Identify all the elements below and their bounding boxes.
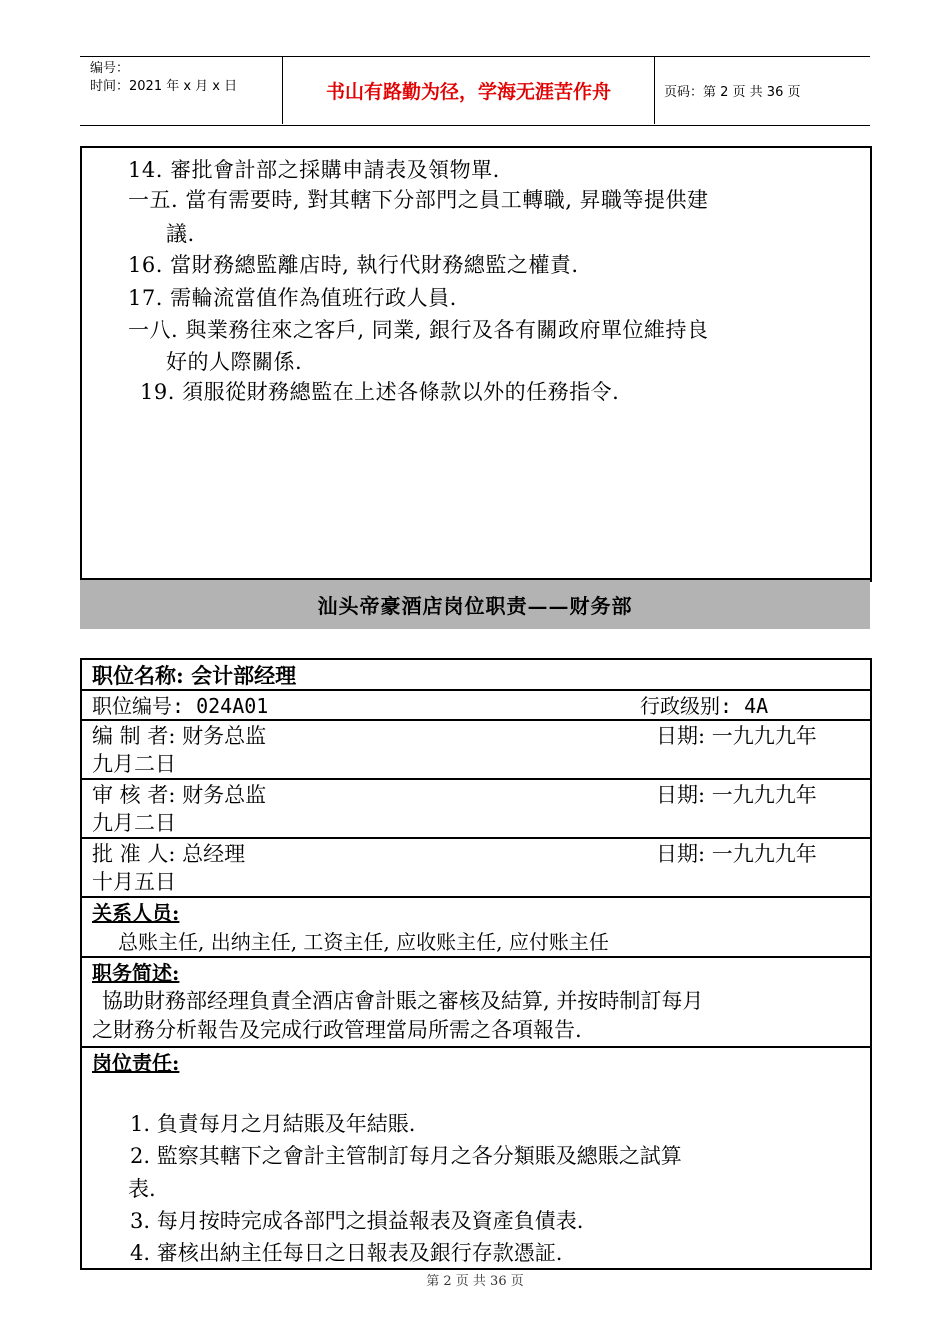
date-label: 日期: xyxy=(656,783,706,807)
page-footer: 第 2 页 共 36 页 xyxy=(426,1274,524,1289)
header-page-code: 页码：第 2 页 共 36 页 xyxy=(664,84,801,100)
relations-value: 总账主任, 出纳主任, 工资主任, 应收账主任, 应付账主任 xyxy=(118,930,609,954)
approved-date-cont: 十月五日 xyxy=(92,870,176,894)
prepared-date-cont: 九月二日 xyxy=(92,752,176,776)
date-value: 一九九九年 xyxy=(711,783,817,807)
job-code-row xyxy=(92,692,268,720)
header-time: 时间：2021 年 x 月 x 日 xyxy=(90,79,238,94)
row-divider xyxy=(80,956,870,958)
duty-item: 2. 監察其轄下之會計主管制訂每月之各分類賬及總賬之試算 xyxy=(130,1144,682,1168)
duty-item: 表. xyxy=(128,1177,156,1201)
reviewed-by-label: 审 核 者: xyxy=(92,783,176,807)
prepared-by-value: 财务总监 xyxy=(182,724,267,748)
relations-label: 关系人员: xyxy=(92,901,180,925)
prepared-by-label: 编 制 者: xyxy=(92,724,176,748)
row-divider xyxy=(80,896,870,898)
row-divider xyxy=(80,1046,870,1048)
job-title-row xyxy=(92,662,296,690)
duty-item: 4. 審核出納主任每日之日報表及銀行存款憑証. xyxy=(130,1241,563,1265)
list-item: 好的人際關係. xyxy=(166,350,303,374)
list-item: 議. xyxy=(166,222,195,246)
row-divider xyxy=(80,837,870,839)
job-grade-value: 4A xyxy=(744,694,769,718)
duty-item: 3. 每月按時完成各部門之損益報表及資產負債表. xyxy=(130,1209,584,1233)
date-value: 一九九九年 xyxy=(711,724,817,748)
header-divider xyxy=(654,56,655,124)
job-code-value: 024A01 xyxy=(196,694,269,718)
list-item: 17. 需輪流當值作為值班行政人員. xyxy=(128,286,457,310)
list-item: 19. 須服從財務總監在上述各條款以外的任務指令. xyxy=(140,380,620,404)
approved-date xyxy=(656,840,817,868)
duty-item: 1. 負責每月之月結賬及年結賬. xyxy=(130,1112,416,1136)
job-title-value: 会计部经理 xyxy=(191,663,297,688)
summary-line: 協助財務部经理負責全酒店會計賬之審核及結算, 并按時制訂每月 xyxy=(102,989,704,1013)
duties-label: 岗位责任: xyxy=(92,1051,180,1075)
list-item: 14. 審批會計部之採購申請表及領物單. xyxy=(128,158,500,182)
job-grade-label: 行政级别: xyxy=(640,694,733,718)
list-item: 一五. 當有需要時, 對其轄下分部門之員工轉職, 昇職等提供建 xyxy=(128,188,709,212)
header-number: 编号： xyxy=(90,61,130,76)
header-meta xyxy=(90,60,237,96)
list-item: 16. 當財務總監離店時, 執行代財務總監之權責. xyxy=(128,253,579,277)
summary-line: 之財務分析報告及完成行政管理當局所需之各項報告. xyxy=(92,1018,582,1042)
reviewed-by-row xyxy=(92,781,266,809)
reviewed-date xyxy=(656,781,817,809)
job-title-label: 职位名称: xyxy=(92,663,184,688)
job-grade-row xyxy=(640,692,768,720)
approved-by-value: 总经理 xyxy=(182,842,246,866)
job-code-label: 职位编号: xyxy=(92,694,185,718)
date-value: 一九九九年 xyxy=(711,842,817,866)
reviewed-date-cont: 九月二日 xyxy=(92,811,176,835)
date-label: 日期: xyxy=(656,842,706,866)
approved-by-row xyxy=(92,840,245,868)
prepared-by-row xyxy=(92,722,266,750)
summary-label: 职务简述: xyxy=(92,961,180,985)
list-item: 一八. 與業務往來之客戶, 同業, 銀行及各有關政府單位維持良 xyxy=(128,318,709,342)
header-motto: 书山有路勤为径，学海无涯苦作舟 xyxy=(325,80,611,103)
approved-by-label: 批 准 人: xyxy=(92,842,176,866)
row-divider xyxy=(80,778,870,780)
date-label: 日期: xyxy=(656,724,706,748)
reviewed-by-value: 财务总监 xyxy=(182,783,267,807)
section-title-band: 汕头帝豪酒店岗位职责——财务部 xyxy=(80,578,870,629)
prepared-date xyxy=(656,722,817,750)
